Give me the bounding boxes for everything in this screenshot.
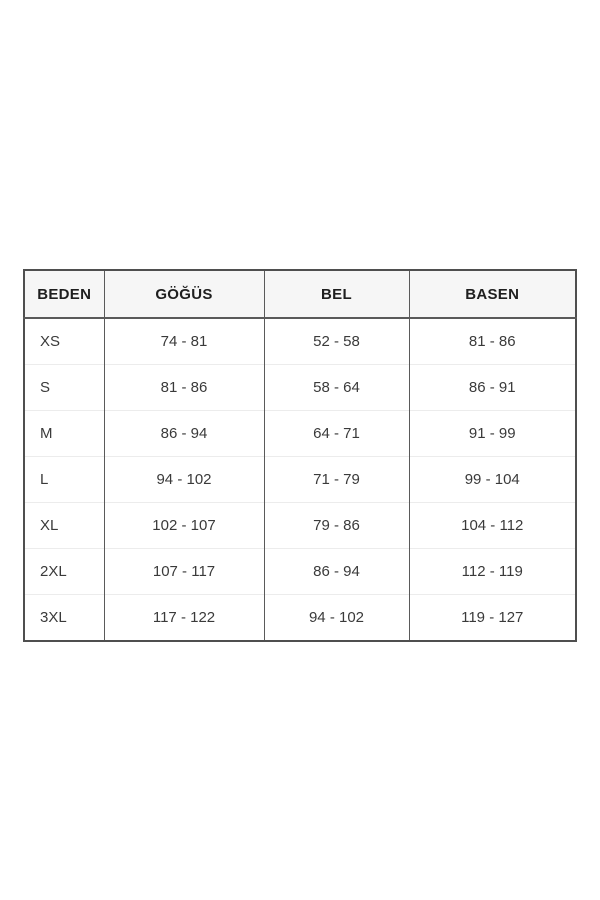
hip-range: 119 - 127 [409,595,576,642]
table-row [24,549,576,595]
table-row [24,457,576,503]
header-cell-gogus: GÖĞÜS [104,270,264,318]
size-chart-container [23,269,575,642]
waist-range: 64 - 71 [264,411,409,457]
size-label: 2XL [24,549,104,595]
header-cell-basen: BASEN [409,270,576,318]
waist-range: 94 - 102 [264,595,409,642]
hip-range: 99 - 104 [409,457,576,503]
chest-range: 94 - 102 [104,457,264,503]
size-label: S [24,365,104,411]
size-chart-body [24,318,576,641]
size-label: XL [24,503,104,549]
size-label: 3XL [24,595,104,642]
chest-range: 74 - 81 [104,318,264,365]
chest-range: 107 - 117 [104,549,264,595]
header-cell-bel: BEL [264,270,409,318]
hip-range: 81 - 86 [409,318,576,365]
size-chart-header [24,270,576,318]
hip-range: 112 - 119 [409,549,576,595]
chest-range: 117 - 122 [104,595,264,642]
waist-range: 86 - 94 [264,549,409,595]
waist-range: 79 - 86 [264,503,409,549]
size-chart-table [23,269,577,642]
chest-range: 81 - 86 [104,365,264,411]
size-label: XS [24,318,104,365]
hip-range: 91 - 99 [409,411,576,457]
table-row [24,595,576,642]
size-label: L [24,457,104,503]
size-label: M [24,411,104,457]
hip-range: 86 - 91 [409,365,576,411]
header-cell-beden: BEDEN [24,270,104,318]
waist-range: 71 - 79 [264,457,409,503]
chest-range: 102 - 107 [104,503,264,549]
waist-range: 58 - 64 [264,365,409,411]
table-row [24,503,576,549]
hip-range: 104 - 112 [409,503,576,549]
waist-range: 52 - 58 [264,318,409,365]
header-row [24,270,576,318]
table-row [24,411,576,457]
table-row [24,365,576,411]
table-row [24,318,576,365]
chest-range: 86 - 94 [104,411,264,457]
